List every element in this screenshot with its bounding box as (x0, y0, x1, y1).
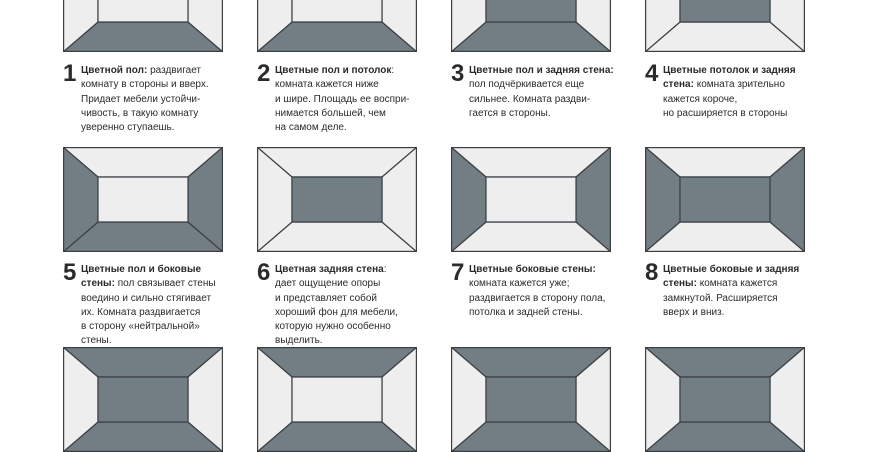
caption-line: комната кажется ниже (275, 79, 379, 91)
back-wall-face (292, 177, 382, 222)
room-diagram-5 (63, 147, 223, 252)
caption-title: Цветные боковые стены: (469, 264, 596, 275)
caption-line: кажется короче, (663, 93, 738, 105)
caption-line: вверх и вниз. (663, 306, 725, 318)
caption-line: уверенно ступаешь. (81, 122, 175, 134)
caption-line: : (391, 65, 395, 76)
caption-line: : (383, 264, 387, 275)
back-wall-face (98, 0, 188, 22)
caption-number: 2 (257, 60, 271, 87)
caption-line: которую нужно особенно (275, 321, 391, 333)
caption-line: дает ощущение опоры (275, 278, 381, 290)
caption-line: но расширяется в стороны (663, 107, 788, 119)
room-svg (257, 147, 417, 252)
caption-title: Цветные пол и потолок (275, 65, 392, 76)
caption-title: Цветные боковые и задняя (663, 264, 800, 275)
caption-text (663, 64, 835, 121)
caption-line: нимается большей, чем (275, 107, 386, 119)
room-svg (451, 147, 611, 252)
caption-number: 6 (257, 259, 271, 286)
caption-line: замкнутой. Расширяется (663, 292, 778, 304)
caption-title: Цветной пол: (81, 65, 148, 76)
caption-title: Цветные пол и боковые (81, 264, 202, 275)
caption-line: комната кажется (696, 278, 778, 290)
room-svg (451, 0, 611, 52)
caption-title: стены: (81, 278, 115, 290)
caption-line: гается в стороны. (469, 107, 551, 119)
caption-line: потолка и задней стены. (469, 306, 583, 318)
back-wall-face (486, 177, 576, 222)
caption-text (81, 64, 253, 135)
caption-text (469, 64, 641, 121)
caption-line: Придает мебели устойчи- (81, 93, 201, 105)
caption-line: пол связывает стены (114, 278, 216, 290)
caption-line: комната зрительно (693, 79, 785, 91)
caption-line: пол подчёркивается еще (469, 79, 585, 91)
back-wall-face (486, 0, 576, 22)
caption-title: Цветные потолок и задняя (663, 65, 796, 76)
caption-text (81, 263, 253, 349)
room-diagram-7 (451, 147, 611, 252)
caption-line: комната кажется уже; (469, 278, 570, 290)
caption-line: раздвигает (147, 65, 201, 76)
caption-line: воедино и сильно стягивает (81, 292, 212, 304)
caption-line: хороший фон для мебели, (275, 306, 398, 318)
room-diagram-4 (645, 0, 805, 52)
room-diagram-8 (645, 147, 805, 252)
back-wall-face (680, 177, 770, 222)
caption-title: стены: (663, 278, 697, 290)
room-svg (63, 147, 223, 252)
caption-line: их. Комната раздвигается (81, 306, 201, 318)
back-wall-face (292, 0, 382, 22)
room-svg (645, 0, 805, 52)
back-wall-face (680, 0, 770, 22)
caption-line: на самом деле. (275, 122, 347, 134)
caption-line: чивость, в такую комнату (81, 107, 199, 119)
caption-line: в сторону «нейтральной» (81, 321, 200, 333)
caption-title: Цветная задняя стена (275, 264, 384, 275)
caption-text (469, 263, 641, 320)
room-diagram-1 (63, 0, 223, 52)
caption-number: 7 (451, 259, 465, 286)
room-svg (645, 147, 805, 252)
room-diagram-2 (257, 0, 417, 52)
caption-number: 3 (451, 60, 465, 87)
room-svg (257, 0, 417, 52)
room-diagram-3 (451, 0, 611, 52)
caption-line: и шире. Площадь ее воспри- (275, 93, 410, 105)
caption-title: Цветные пол и задняя стена: (469, 65, 614, 76)
caption-line: и представляет собой (275, 292, 378, 304)
room-diagram-6 (257, 147, 417, 252)
caption-number: 4 (645, 60, 659, 87)
caption-text (275, 64, 447, 135)
caption-text (275, 263, 447, 349)
caption-text (663, 263, 835, 320)
room-svg (63, 0, 223, 52)
caption-line: раздвигается в сторону пола, (469, 292, 606, 304)
caption-line: выделить. (275, 335, 323, 347)
back-wall-face (98, 177, 188, 222)
caption-number: 5 (63, 259, 77, 286)
caption-title: стена: (663, 79, 694, 91)
caption-line: комнату в стороны и вверх. (81, 79, 209, 91)
caption-line: стены. (81, 335, 112, 347)
caption-number: 1 (63, 60, 77, 87)
caption-number: 8 (645, 259, 659, 286)
caption-line: сильнее. Комната раздви- (469, 93, 591, 105)
